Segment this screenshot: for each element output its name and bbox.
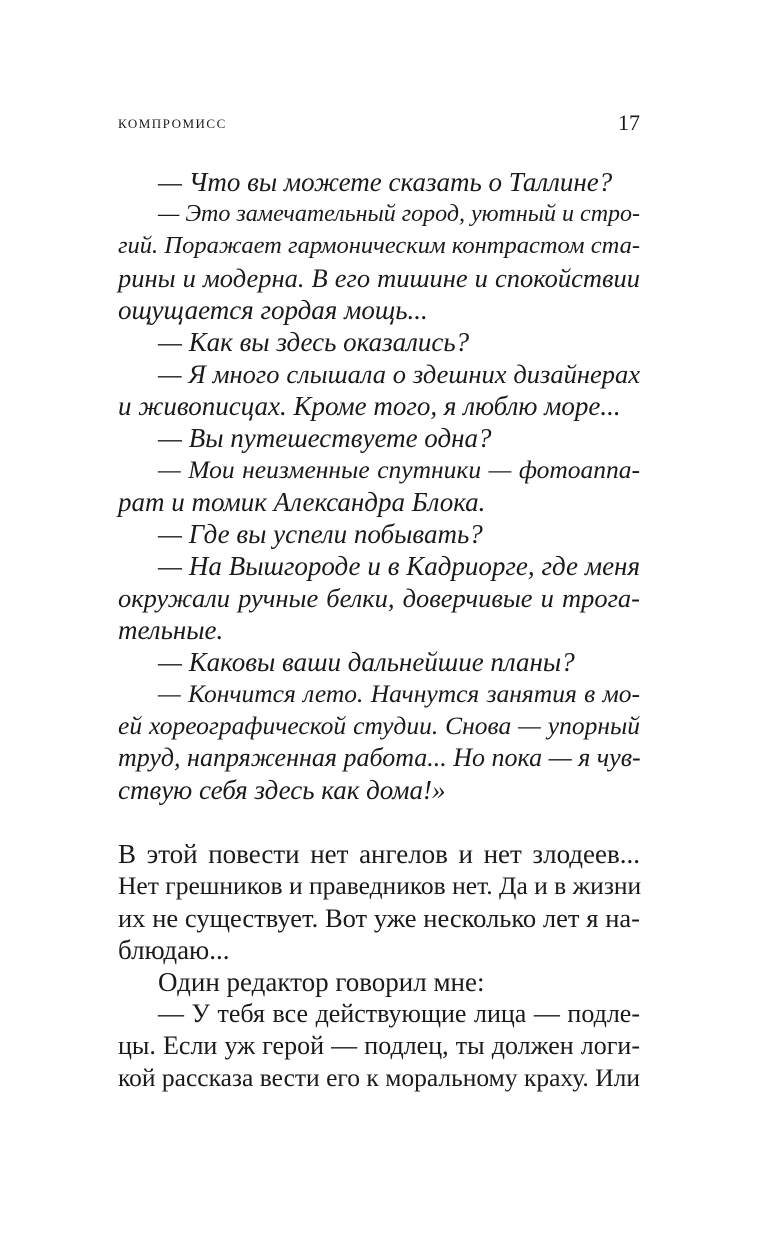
text-line: — Где вы успели побывать? [158,519,483,549]
running-title: компромисс [118,112,227,133]
text-line: и живописцах. Кроме того, я люблю море... [118,391,621,421]
page-header [118,110,640,140]
text-line: рины и модерна. В его тишине и спокойствии [118,263,640,293]
text-line: — У тебя все действующие лица — подле- [158,999,640,1028]
text-line: тельные. [118,615,224,645]
text-line: — Мои неизменные спутники — фотоаппа- [158,455,640,484]
text-line: цы. Если уж герой — подлец, ты должен логи- [118,1031,640,1060]
text-line: кой рассказа вести его к моральному краху. Или [118,1063,640,1092]
text-line: Один редактор говорил мне: [158,967,485,997]
text-line: — Кончится лето. Начнутся занятия в мо- [158,679,640,708]
text-line: — Как вы здесь оказались? [158,327,470,357]
text-line: Нет грешников и праведников нет. Да и в жизни [118,871,642,900]
text-line: ей хореографической студии. Снова — упорный [118,711,640,740]
text-line: гий. Поражает гармоническим контрастом ста- [118,232,640,259]
text-line: — Это замечательный город, уютный и стро- [158,201,641,227]
text-line: В этой повести нет ангелов и нет злодеев... [118,839,640,869]
text-line: окружали ручные белки, доверчивые и трога- [118,583,640,613]
text-line: их не существует. Вот уже несколько лет я на- [118,903,640,933]
text-line: — На Вышгороде и в Кадриорге, где меня [158,551,640,581]
text-line: — Вы путешествуете одна? [158,423,492,453]
text-line: — Что вы можете сказать о Таллине? [158,167,613,197]
text-line: блюдаю... [118,935,230,965]
text-line: рат и томик Александра Блока. [118,487,486,517]
text-line: — Я много слышала о здешних дизайнерах [158,359,640,389]
text-line: ствую себя здесь как дома!» [118,775,446,805]
page-number: 17 [618,110,640,135]
text-line: — Каковы ваши дальнейшие планы? [158,647,575,677]
text-line: ощущается гордая мощь... [118,295,428,325]
text-line: труд, напряженная работа... Но пока — я чув- [118,743,641,772]
